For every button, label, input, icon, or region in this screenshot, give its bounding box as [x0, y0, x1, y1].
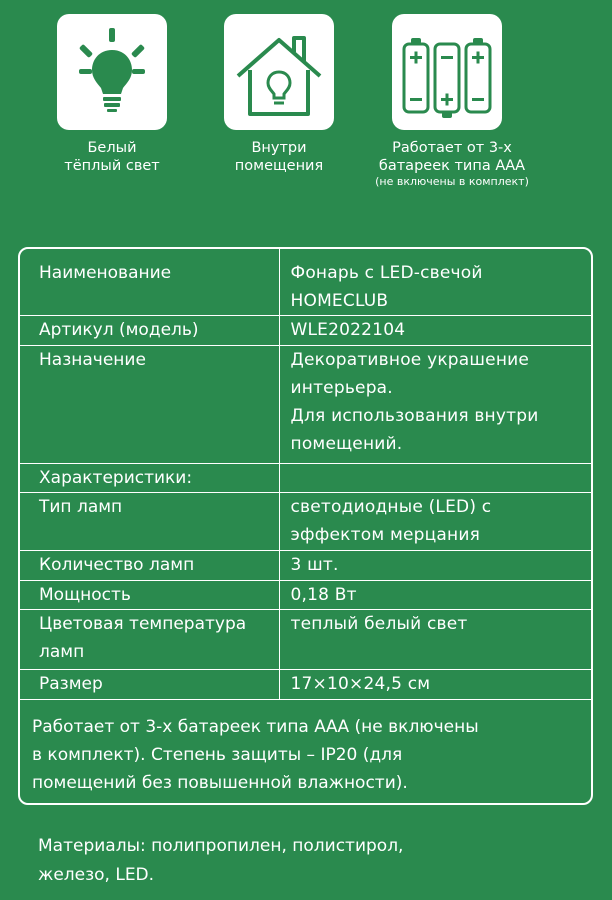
spec-label: Размер — [20, 670, 279, 700]
spec-row — [20, 346, 591, 464]
feature-caption-line: Внутри — [251, 140, 307, 156]
spec-value: WLE2022104 — [279, 316, 591, 346]
feature-caption-line: тёплый свет — [64, 158, 160, 174]
spec-value: Декоративное украшение интерьера. Для использования внутри помещений. — [279, 346, 591, 464]
spec-value: 3 шт. — [279, 551, 591, 581]
batteries-icon-box — [392, 14, 502, 130]
lightbulb-icon — [57, 14, 167, 130]
spec-value: Фонарь с LED-свечой HOMECLUB — [279, 249, 591, 316]
feature-caption-indoor — [219, 139, 339, 175]
spec-row — [20, 581, 591, 610]
feature-caption-line: Белый — [87, 140, 137, 156]
house-lightbulb-icon — [224, 14, 334, 130]
spec-value — [279, 464, 591, 493]
spec-label: Тип ламп — [20, 493, 279, 551]
spec-row — [20, 249, 591, 316]
spec-row — [20, 316, 591, 346]
specification-table — [20, 249, 591, 700]
specification-box — [18, 247, 593, 805]
spec-value: светодиодные (LED) с эффектом мерцания — [279, 493, 591, 551]
feature-caption-light — [52, 139, 172, 175]
house-icon-box — [224, 14, 334, 130]
spec-row — [20, 464, 591, 493]
lightbulb-icon-box — [57, 14, 167, 130]
batteries-icon — [392, 14, 502, 130]
spec-label: Наименование — [20, 249, 279, 316]
spec-label: Характеристики: — [20, 464, 279, 493]
feature-caption-line: помещения — [234, 158, 324, 174]
feature-caption-line: Работает от 3-х — [392, 140, 512, 156]
feature-caption-batteries — [362, 139, 542, 188]
feature-caption-note: (не включены в комплект) — [375, 175, 529, 188]
spec-row — [20, 670, 591, 700]
spec-row — [20, 551, 591, 581]
spec-row — [20, 610, 591, 670]
spec-label: Цветовая температура ламп — [20, 610, 279, 670]
materials-text: Материалы: полипропилен, полистирол, железо, LED. — [38, 836, 404, 885]
spec-value: 17×10×24,5 см — [279, 670, 591, 700]
spec-label: Артикул (модель) — [20, 316, 279, 346]
spec-row — [20, 493, 591, 551]
spec-value: теплый белый свет — [279, 610, 591, 670]
feature-caption-line: батареек типа ААА — [378, 158, 526, 174]
spec-value: 0,18 Вт — [279, 581, 591, 610]
spec-label: Количество ламп — [20, 551, 279, 581]
spec-label: Мощность — [20, 581, 279, 610]
spec-label: Назначение — [20, 346, 279, 464]
battery-note: Работает от 3-х батареек типа ААА (не включены в комплект). Степень защиты – IP20 (для помещений без повышенной влажности). — [32, 717, 479, 793]
